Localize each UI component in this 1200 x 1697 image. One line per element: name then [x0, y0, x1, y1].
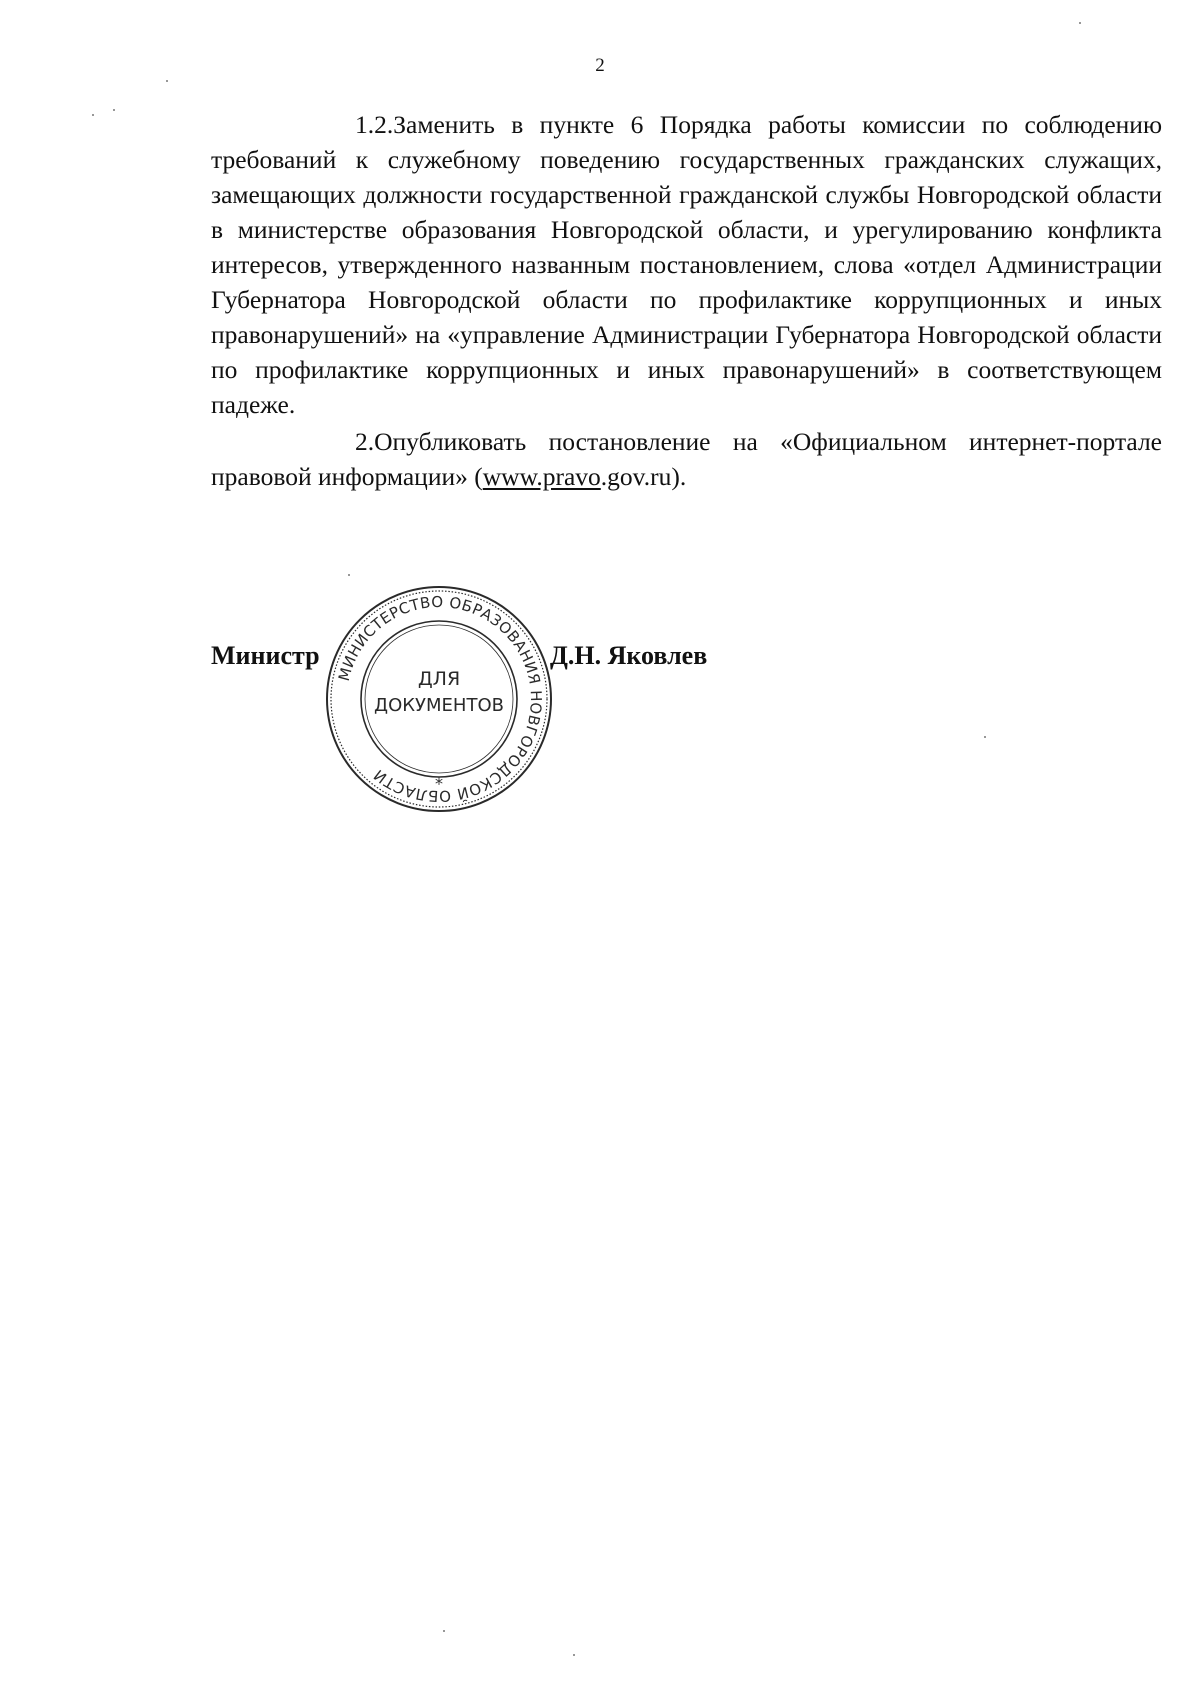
paragraph-text: Опубликовать постановление на «Официальном интернет-портале правовой информации» (	[211, 427, 1162, 491]
seal-star: *	[435, 774, 443, 793]
seal-center-line1: ДЛЯ	[417, 668, 461, 690]
paragraph-1-2	[211, 107, 1162, 422]
seal-center-line2: ДОКУМЕНТОВ	[374, 695, 504, 716]
pravo-link[interactable]: www.pravo	[482, 462, 601, 491]
official-seal	[321, 581, 557, 817]
scan-speck	[113, 109, 115, 111]
page-number: 2	[595, 55, 605, 76]
signatory-title: Министр	[211, 641, 320, 670]
scan-speck	[166, 80, 168, 82]
paragraph-text: Заменить в пункте 6 Порядка работы комиссии по соблюдению требований к служебному поведению государственных гражданских служащих, замещающих должности государственной гражданской службы Новгородской области в министерстве образования Новгородской области, и урегулированию конфликта интересов, утвержденного названным постановлением, слова «отдел Администрации Губернатора Новгородской области по профилактике коррупционных и иных правонарушений» на «управление Администрации Губернатора Новгородской области по профилактике коррупционных и иных правонарушений» в соответствующем падеже.	[211, 110, 1162, 419]
scan-speck	[348, 574, 350, 576]
paragraph-number: 1.2.	[355, 110, 394, 139]
scan-speck	[1079, 22, 1081, 24]
scan-speck	[443, 1630, 445, 1632]
scan-speck	[984, 736, 986, 738]
scan-speck	[92, 114, 94, 116]
paragraph-text-tail: .gov.ru).	[600, 462, 687, 491]
signatory-name: Д.Н. Яковлев	[550, 641, 708, 670]
paragraph-2	[211, 424, 1162, 494]
document-body	[211, 107, 1162, 496]
scan-speck	[573, 1654, 575, 1656]
seal-outer-text: МИНИСТЕРСТВО ОБРАЗОВАНИЯ НОВГОРОДСКОЙ ОБЛАСТИ	[334, 592, 546, 806]
paragraph-number: 2.	[355, 427, 375, 456]
